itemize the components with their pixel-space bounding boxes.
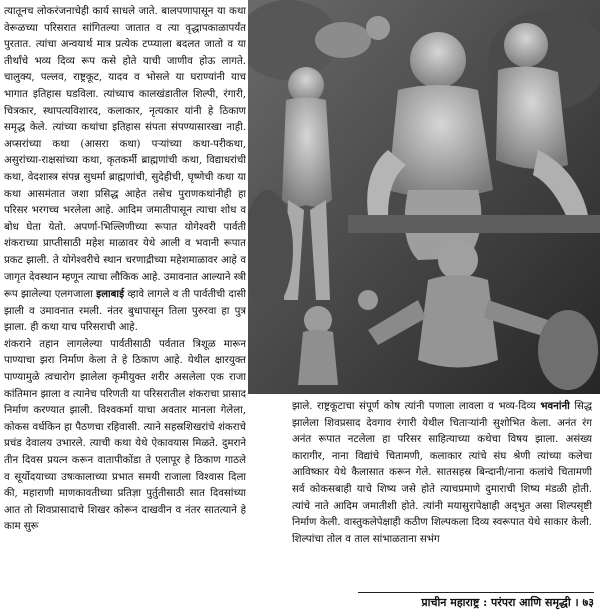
footer-title: प्राचीन महाराष्ट्र : परंपरा आणि समृद्धी [421,596,571,609]
paragraph-1 [4,4,246,337]
paragraph-2: शंकराने तहान लागलेल्या पार्वतीसाठी पर्वतात त्रिशूळ मारून पाण्याचा झरा निर्माण केला ते हे ठिकाण आहे. येथील क्षारयुक्त पाण्यामुळे त्वचारोग झालेला कृमीयुक्त शरीर असलेला एक राजा कांतिमान झाला व त्यानेच परिणती या परिसरातील शंकराचा प्रासाद निर्माण करण्यात झाली. विश्वकर्मा याचा अवतार मानला गेलेला, कोकस वर्धकिन हा पैठणचा रहिवासी. त्याने सहस्रशिखरांचे शंकराचे प्रचंड देवालय उभारले. त्याची कथा येथे ऐकावयास मिळते. दुमराने तीन दिवस प्रयत्न करून वातापीकोंडा ते एलापूर हे ठिकाण गाठले व सूर्योदयाच्या उषःकालाच्या प्रभात समयी राजाला विश्वास दिला की, महाराणी माणकावतीच्या प्रतिज्ञा पुर्तुतीसाठी सात दिवसांच्या आत तो शिवप्रासादाचे शिखर कोरून दाखवीन व नंतर सातत्याने हे काम सुरू [4,338,246,533]
paragraph-1-text-a: त्यातूनच लोकरंजनाचेही कार्य साधले जाते. बालपणापासून या कथा वेरूळच्या परिसरात सांगितल्या जातात व त्या वृद्धापकाळापर्यंत पुरतात. त्यांचा अन्वयार्थ मात्र प्रत्येक टप्प्याला बदलत जातो व या तीर्थांचे भव्य दिव्य रूप कसे होते याची जाणीव होऊ लागते. चालुक्य, पल्लव, राष्ट्रकूट, यादव व भोसले या घराण्यांनी याच भागात इतिहास घडविला. त्यांच्याच कालखंडातील शिल्पी, रंगारी, चित्रकार, स्थापत्यविशारद, कलाकार, नृत्यकार यांनी हे ठिकाण समृद्ध केले. त्यांच्या कथांचा इतिहास संपता संपण्यासारखा नाही. अप्सरांच्या कथा (आसरा कथा) पऱ्यांच्या कथा-परीकथा, असुरांच्या-राक्षसांच्या कथा, कृतकर्मी ब्राह्मणांची कथा, विद्याधरांची कथा, वेदशास्त्र संपन्न सुधर्मा ब्राह्मणांची, सुदेहीची, घृष्णेची कथा या कथा आसमंतात जशा प्रसिद्ध आहेत तसेच पुराणकथांनीही हा परिसर भरगच्च भरलेला आहे. आदिम जमातीपासून त्याचा शोध व बोध घेता येतो. अपर्णा-भिल्लिणीच्या रूपात योगेश्वरी पार्वती शंकराच्या प्राप्तीसाठी महेश माळावर येथे आली व भवानी रूपात प्रकट झाली. ते योगेश्वरीचे स्थान चरणाद्रीच्या महेशमाळावर आहे व जागृत देवस्थान म्हणून त्याचा लौकिक आहे. उमावनात आल्याने स्त्री रूप झालेल्या एलगजाला [4,6,246,301]
footer-separator: । [570,596,583,609]
left-text-column [4,4,246,604]
sculpture-photo [248,0,600,394]
paragraph-3 [292,398,592,548]
paragraph-1-bold-term: इलाबाई [96,288,125,301]
paragraph-1-text-b: व्हावे लागले व ती पार्वतीची दासी झाली व उमावनात रमली. नंतर बुधापासून तिला पुरुरवा हा पुत्र झाला. ही कथा याच परिसराची आहे. [4,289,246,334]
right-text-column [292,398,592,584]
paragraph-3-bold-term: भवनांनी [540,400,570,412]
paragraph-3-text-a: झाले. राष्ट्रकूटाचा संपूर्ण कोष त्यांनी पणाला लावला व भव्य-दिव्य [292,401,541,412]
page-number: ७३ [582,596,594,609]
page-footer [358,592,594,613]
sculpture-relief-image [248,0,600,394]
paragraph-3-text-b: सिद्ध झालेला शिवप्रसाद देवगाव रंगारी येथील चिताऱ्यांनी सुशोभित केला. अनंत रंग अनंत रूपात नटलेला हा परिसर साहित्याच्या कथेचा विषय झाला. असंख्य कारागीर, नाना विद्यांचे चितामणी, कलाकार त्यांचे संघ श्रेणी त्यांच्या कलेचा आविष्कार येथे कैलासात करून गेले. सातसहस्र बिन्दानी/नाना कलांचे चितामणी सर्व कोकसबाही याचे शिष्य जसे होते त्याचप्रमाणे दुमाराची शिष्य मंडळी होती. त्यांचे नाते आदिम जमातीशी होते. त्यांनी मयासुरापेक्षाही अद्‌भुत असा शिल्पसृष्टी निर्माण केली. वास्तुकलेपेक्षाही कठीण शिल्पकला दिव्य स्वरूपात येथे साकार केली. शिल्पांचा तोल व ताल सांभाळताना सभंग [292,401,592,545]
